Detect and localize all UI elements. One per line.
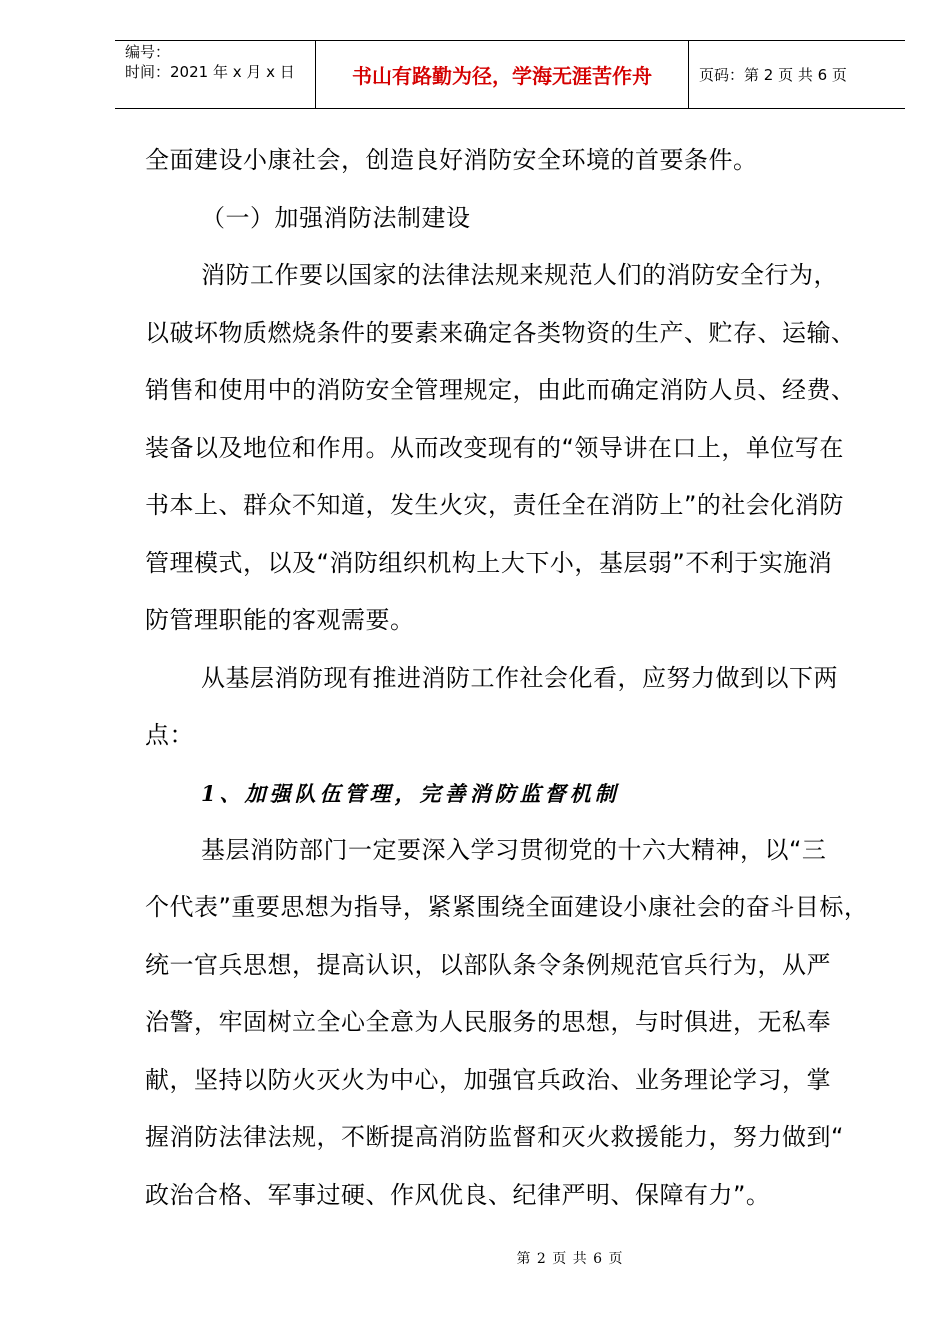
body-line: 基层消防部门一定要深入学习贯彻党的十六大精神，以“三: [201, 835, 827, 864]
body-line: 点：: [145, 721, 194, 749]
body-line: 握消防法律法规，不断提高消防监督和灭火救援能力，努力做到“: [145, 1123, 844, 1151]
page-footer: 第 2 页 共 6 页: [516, 1251, 624, 1267]
body-line: 装备以及地位和作用。从而改变现有的“领导讲在口上，单位写在: [145, 433, 844, 462]
code-label: 编号：: [125, 43, 171, 61]
body-line: 书本上、群众不知道，发生火灾，责任全在消防上”的社会化消防: [145, 491, 844, 519]
body-line: 防管理职能的客观需要。: [145, 606, 415, 634]
time-label: 时间：2021 年 x 月 x 日: [125, 63, 295, 81]
body-line: 统一官兵思想，提高认识，以部队条令条例规范官兵行为，从严: [145, 950, 831, 979]
header-page-code: 页码：第 2 页 共 6 页: [699, 66, 847, 84]
body-line: 全面建设小康社会，创造良好消防安全环境的首要条件。: [145, 146, 758, 174]
document-body: [145, 132, 905, 1224]
section-heading: （一）加强消防法制建设: [201, 203, 471, 232]
body-line: 管理模式，以及“消防组织机构上大下小，基层弱”不利于实施消: [145, 548, 833, 577]
body-line: 销售和使用中的消防安全管理规定，由此而确定消防人员、经费、: [145, 376, 856, 404]
body-line: 献，坚持以防火灭火为中心，加强官兵政治、业务理论学习，掌: [145, 1065, 831, 1094]
body-line: 个代表”重要思想为指导，紧紧围绕全面建设小康社会的奋斗目标，: [145, 893, 869, 921]
page-header: [115, 40, 905, 109]
header-motto: 书山有路勤为径，学海无涯苦作舟: [315, 41, 689, 108]
body-line: 从基层消防现有推进消防工作社会化看，应努力做到以下两: [201, 663, 838, 692]
subsection-heading: 1、加强队伍管理，完善消防监督机制: [201, 780, 620, 806]
body-line: 消防工作要以国家的法律法规来规范人们的消防安全行为，: [201, 261, 838, 289]
body-line: 以破坏物质燃烧条件的要素来确定各类物资的生产、贮存、运输、: [145, 318, 856, 347]
body-line: 政治合格、军事过硬、作风优良、纪律严明、保障有力”。: [145, 1180, 771, 1209]
body-line: 治警，牢固树立全心全意为人民服务的思想，与时俱进，无私奉: [145, 1008, 831, 1036]
header-meta: [115, 41, 315, 108]
